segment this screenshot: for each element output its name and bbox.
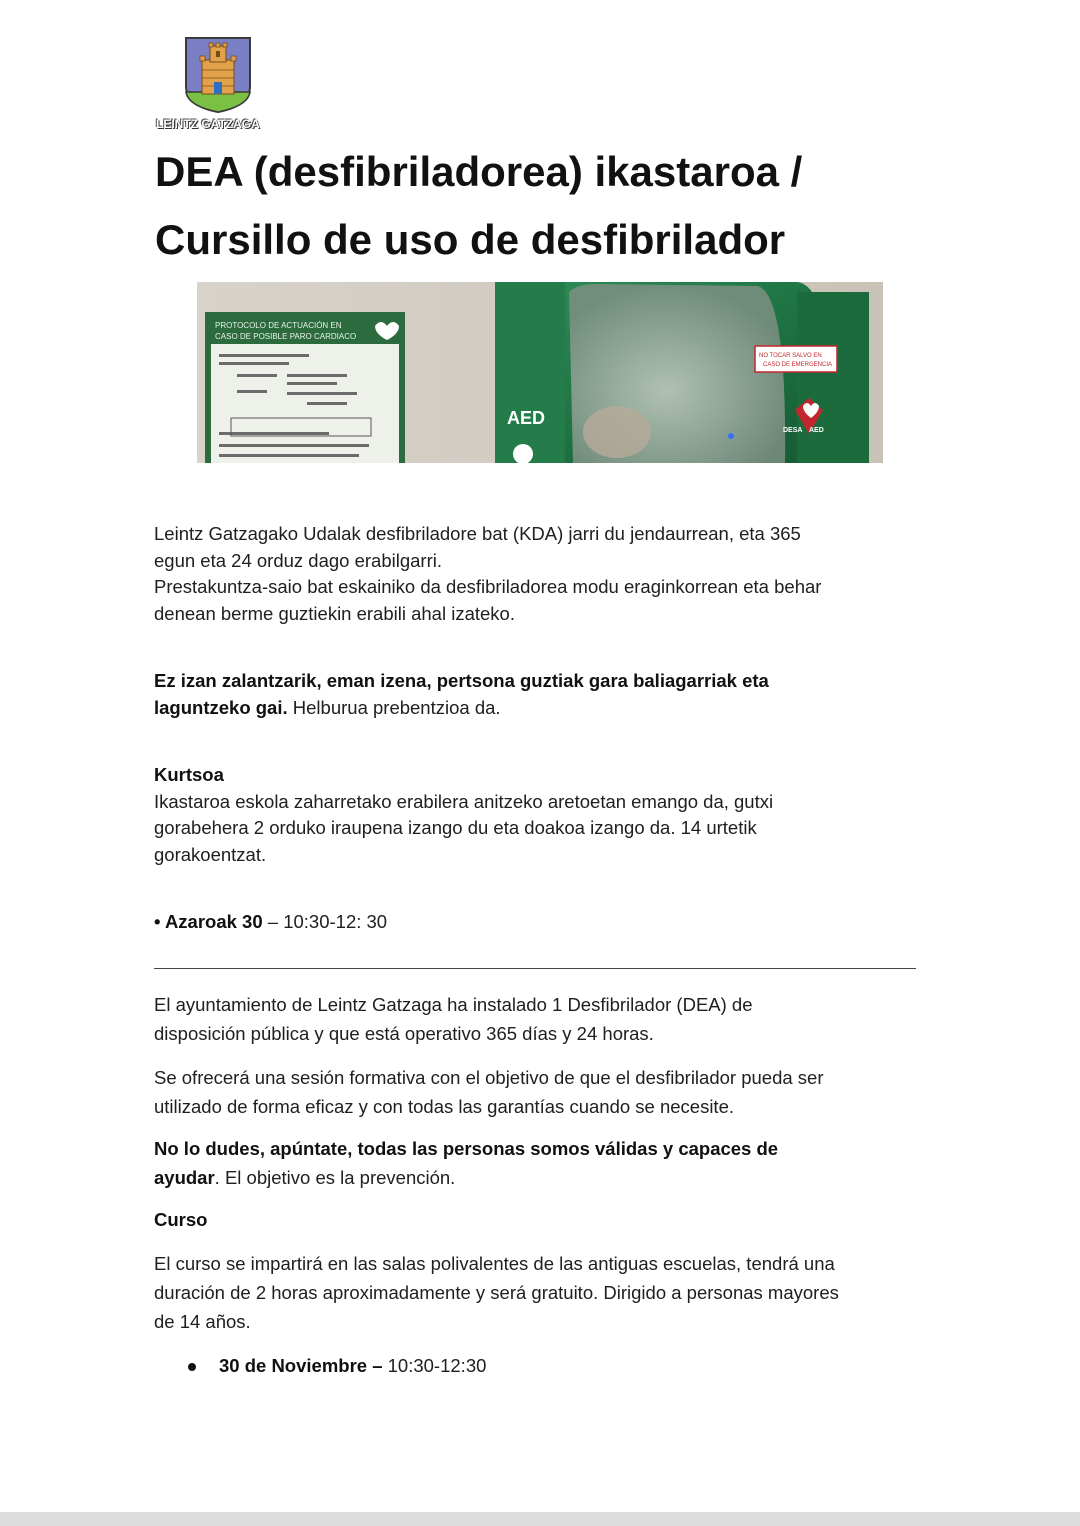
text-line: de 14 años. [154,1311,251,1332]
text-line: gorabehera 2 orduko iraupena izango du eta doakoa izango da. 14 urtetik [154,817,757,838]
brand-label-1: DESA [783,427,803,434]
title-line-1: DEA (desfibriladorea) ikastaroa / [155,148,803,195]
text-line: Prestakuntza-saio bat eskainiko da desfibriladorea modu eraginkorrean eta behar [154,576,822,597]
defibrillator-photo [197,282,883,463]
basque-call-to-action [154,668,934,721]
logo-text: LEINTZ GATZAGA [156,117,260,131]
text-line: No lo dudes, apúntate, todas las personas somos válidas y capaces de [154,1138,779,1159]
date-line [219,1351,919,1380]
warning-label-1: NO TOCAR SALVO EN [759,353,822,359]
text-line: Ez izan zalantzarik, eman izena, pertsona guztiak gara baliagarriak eta [154,670,769,691]
cabinet-aed-label: AED [507,408,546,428]
time-text: – 10:30-12: 30 [262,911,388,932]
spanish-course-heading-block [154,1205,934,1234]
text-line: utilizado de forma eficaz y con todas las garantías cuando se necesite. [154,1096,735,1117]
text-span: . El objetivo es la prevención. [214,1167,456,1188]
text-line: gorakoentzat. [154,843,267,865]
text-line: El curso se impartirá en las salas polivalentes de las antiguas escuelas, tendrá una [154,1253,835,1274]
brand-label-2: AED [809,427,824,434]
bullet-icon [188,1363,196,1371]
section-heading: Kurtsoa [154,764,224,785]
basque-date [154,909,934,936]
text-line: Ikastaroa eskola zaharretako erabilera anitzeko aretoetan emango da, gutxi [154,790,774,812]
date-bold: Azaroak 30 [164,911,263,932]
title-line-2: Cursillo de uso de desfibrilador [155,216,786,263]
warning-label-2: CASO DE EMERGENCIA [763,362,833,368]
coat-of-arms-logo [180,34,256,114]
date-bold: 30 de Noviembre – [219,1355,383,1376]
basque-intro [154,521,934,627]
bold-text: laguntzeko gai. [154,696,288,718]
text-line: Se ofrecerá una sesión formativa con el objetivo de que el desfibrilador pueda ser [154,1067,824,1088]
text-line: Leintz Gatzagako Udalak desfibriladore bat (KDA) jarri du jendaurrean, eta 365 [154,523,801,544]
text-line: egun eta 24 orduz dago erabilgarri. [154,549,442,571]
text-span: Helburua prebentzioa da. [287,696,501,718]
text-line: denean berme guztiekin erabili ahal izateko. [154,602,515,624]
section-heading: Curso [154,1209,208,1230]
basque-course [154,762,934,868]
bold-text: ayudar [154,1167,215,1188]
text-line: disposición pública y que está operativo 365 días y 24 horas. [154,1023,654,1044]
spanish-date [219,1351,919,1380]
spanish-intro [154,990,934,1048]
poster-heading-2: CASO DE POSIBLE PARO CARDIACO [215,332,357,341]
page-title [155,138,1035,274]
bottom-scroll-edge [0,1512,1080,1526]
text-line [154,1163,934,1192]
text-line: El ayuntamiento de Leintz Gatzaga ha instalado 1 Desfibrilador (DEA) de [154,994,753,1015]
spanish-call-to-action [154,1134,934,1192]
bullet: • [154,911,165,932]
text-line: duración de 2 horas aproximadamente y será gratuito. Dirigido a personas mayores [154,1282,839,1303]
date-line [154,909,934,936]
time-text: 10:30-12:30 [382,1355,487,1376]
spanish-course [154,1249,934,1336]
spanish-offer [154,1063,934,1121]
poster-heading-1: PROTOCOLO DE ACTUACIÓN EN [215,321,342,330]
section-divider [154,968,916,969]
text-line [154,695,934,722]
